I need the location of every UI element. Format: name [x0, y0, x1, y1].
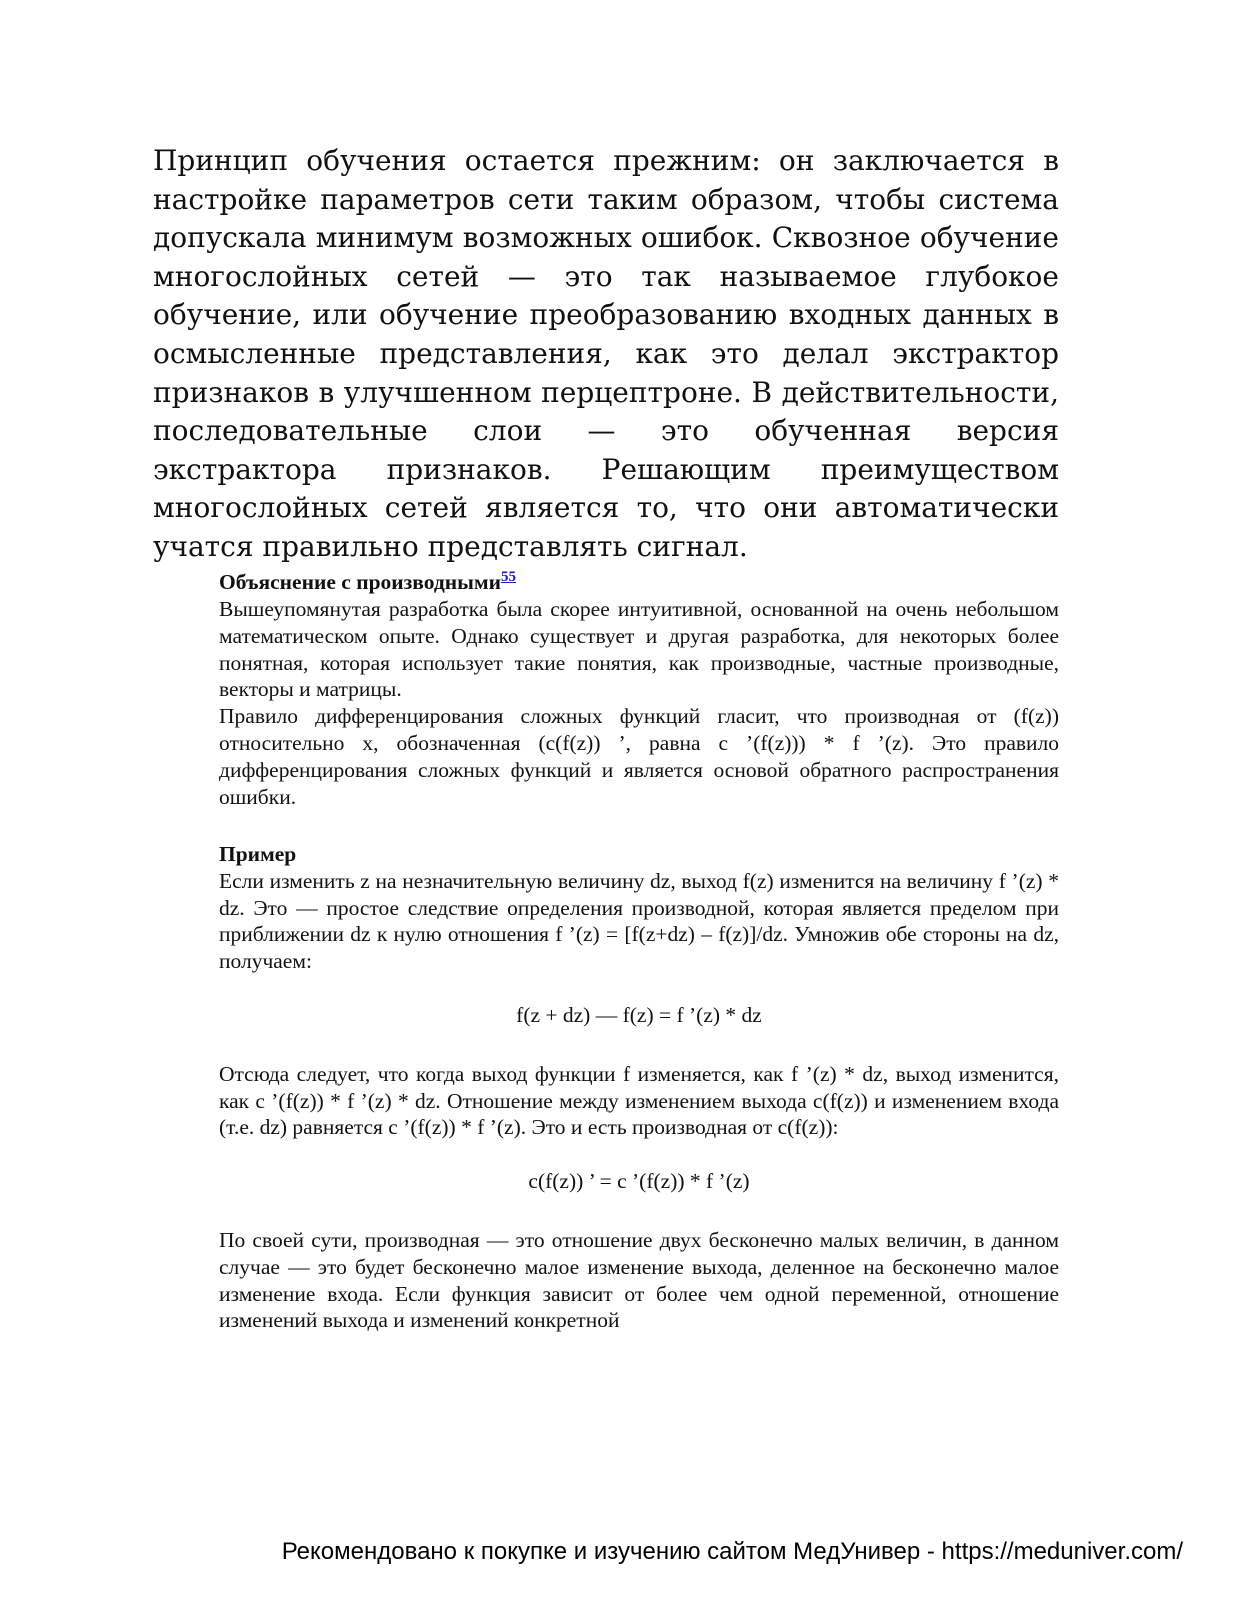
- example-heading: Пример: [219, 842, 297, 866]
- box-paragraph: По своей сути, производная — это отношение двух бесконечно малых величин, в данном случае — это будет бесконечно малое изменение выхода, деленное на бесконечно малое изменение входа. Если функция зависит от более чем одной переменной, отношение изменений выхода и изменений конкретной: [219, 1227, 1059, 1333]
- derivatives-box: [219, 562, 1059, 810]
- box-paragraph: Если изменить z на незначительную величину dz, выход f(z) изменится на величину f ’(z) * dz. Это — простое следствие определения производной, которая является пределом при приближении dz к нулю отношения f ’(z) = [f(z+dz) – f(z)]/dz. Умножив обе стороны на dz, получаем:: [219, 868, 1059, 974]
- heading-text: Объяснение с производными: [219, 570, 501, 595]
- footer-recommendation: Рекомендовано к покупке и изучению сайтом МедУнивер - https://meduniver.com/: [281, 1538, 1183, 1565]
- section-heading: [219, 562, 1059, 596]
- formula: c(f(z)) ’ = c ’(f(z)) * f ’(z): [528, 1169, 750, 1194]
- main-paragraph: Принцип обучения остается прежним: он заключается в настройке параметров сети таким образом, чтобы система допускала минимум возможных ошибок. Сквозное обучение многослойных сетей — это так называемое глубокое обучение, или обучение преобразованию входных данных в осмысленные представления, как это делал экстрактор признаков в улучшенном перцептроне. В действительности, последовательные слои — это обученная версия экстрактора признаков. Решающим преимуществом многослойных сетей является то, что они автоматически учатся правильно представлять сигнал.: [153, 144, 1059, 563]
- example-box: [219, 841, 1059, 1334]
- formula: f(z + dz) — f(z) = f ’(z) * dz: [516, 1002, 762, 1027]
- footnote-link[interactable]: 55: [501, 569, 516, 585]
- box-paragraph: Вышеупомянутая разработка была скорее интуитивной, основанной на очень небольшом математическом опыте. Однако существует и другая разработка, для некоторых более понятная, которая использует такие понятия, как производные, частные производные, векторы и матрицы.: [219, 596, 1059, 702]
- box-paragraph: Отсюда следует, что когда выход функции f изменяется, как f ’(z) * dz, выход изменится, как c ’(f(z)) * f ’(z) * dz. Отношение между изменением выхода c(f(z)) и изменением входа (т.е. dz) равняется c ’(f(z)) * f ’(z). Это и есть производная от c(f(z)):: [219, 1061, 1059, 1140]
- box-paragraph: Правило дифференцирования сложных функций гласит, что производная от (f(z)) относительно x, обозначенная (c(f(z)) ’, равна c ’(f(z))) * f ’(z). Это правило дифференцирования сложных функций и является основой обратного распространения ошибки.: [219, 704, 1059, 809]
